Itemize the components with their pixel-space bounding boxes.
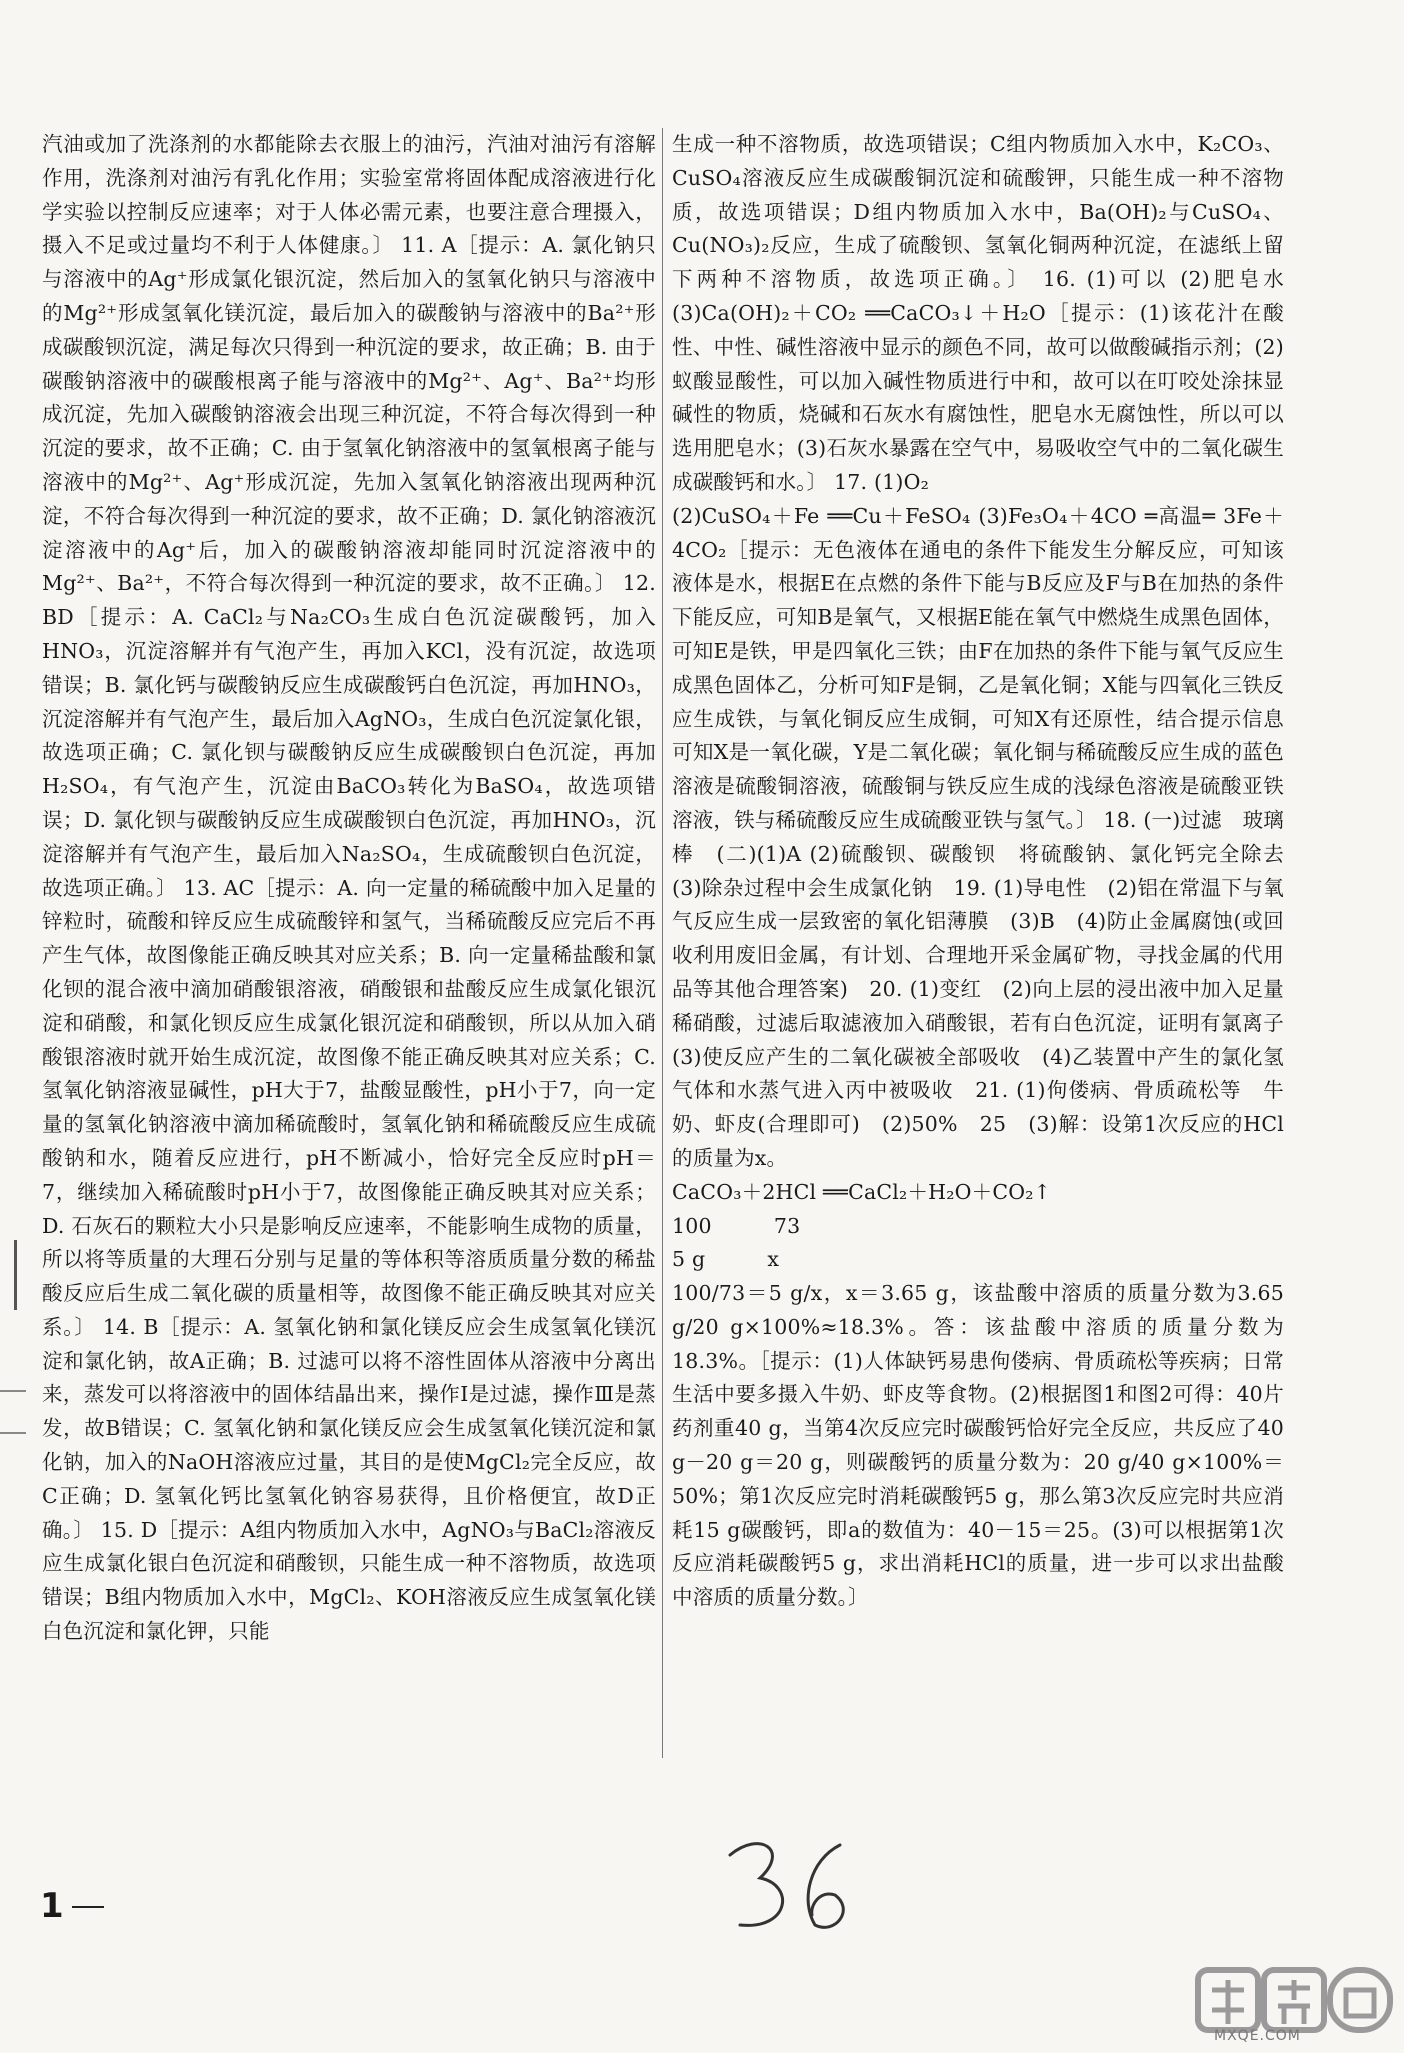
right-paragraph-3: 100/73＝5 g/x，x＝3.65 g，该盐酸中溶质的质量分数为3.65 g/20 g×100%≈18.3%。答：该盐酸中溶质的质量分数为18.3%。［提示：(1)人体缺钙易患佝偻病、骨质疏松等疾病；日常生活中要多摄入牛奶、虾皮等食物。(2)根据图1和图2可得：40片药剂重40 g，当第4次反应完时碳酸钙恰好完全反应，共反应了40 g－20 g＝20 g，则碳酸钙的质量分数为：20 g/40 g×100%＝50%；第1次反应完时消耗碳酸钙5 g，那么第3次反应完时共应消耗15 g碳酸钙，即a的数值为：40－15＝25。(3)可以根据第1次反应消耗碳酸钙5 g，求出消耗HCl的质量，进一步可以求出盐酸中溶质的质量分数。〕 [672, 1281, 1284, 1610]
page-number: 1 [40, 1886, 64, 1926]
ratio-line-2: 5 g x [672, 1247, 780, 1272]
equation-line: CaCO₃＋2HCl ══CaCl₂＋H₂O＋CO₂↑ [672, 1179, 1052, 1204]
column-divider [662, 128, 663, 1758]
binding-margin-mark [14, 1240, 17, 1310]
left-paragraph-1: 汽油或加了洗涤剂的水都能除去衣服上的油污，汽油对油污有溶解作用，洗涤剂对油污有乳化作用；实验室常将固体配成溶液进行化学实验以控制反应速率；对于人体必需元素，也要注意合理摄入，摄入不足或过量均不利于人体健康。〕 11. A［提示：A. 氯化钠只与溶液中的Ag⁺形成氯化银沉淀，然后加入的氢氧化钠只与溶液中的Mg²⁺形成氢氧化镁沉淀，最后加入的碳酸钠与溶液中的Ba²⁺形成碳酸钡沉淀，满足每次只得到一种沉淀的要求，故正确；B. 由于碳酸钠溶液中的碳酸根离子能与溶液中的Mg²⁺、Ag⁺、Ba²⁺均形成沉淀，先加入碳酸钠溶液会出现三种沉淀，不符合每次得到一种沉淀的要求，故不正确；C. 由于氢氧化钠溶液中的氢氧根离子能与溶液中的Mg²⁺、Ag⁺形成沉淀，先加入氢氧化钠溶液出现两种沉淀，不符合每次得到一种沉淀的要求，故不正确；D. 氯化钠溶液沉淀溶液中的Ag⁺后，加入的碳酸钠溶液却能同时沉淀溶液中的Mg²⁺、Ba²⁺，不符合每次得到一种沉淀的要求，故不正确。〕 12. BD［提示：A. CaCl₂与Na₂CO₃生成白色沉淀碳酸钙，加入HNO₃，沉淀溶解并有气泡产生，再加入KCl，没有沉淀，故选项错误；B. 氯化钙与碳酸钠反应生成碳酸钙白色沉淀，再加HNO₃，沉淀溶解并有气泡产生，最后加入AgNO₃，生成白色沉淀氯化银，故选项正确；C. 氯化钡与碳酸钠反应生成碳酸钡白色沉淀，再加H₂SO₄，有气泡产生，沉淀由BaCO₃转化为BaSO₄，故选项错误；D. 氯化钡与碳酸钠反应生成碳酸钡白色沉淀，再加HNO₃，沉淀溶解并有气泡产生，最后加入Na₂SO₄，生成硫酸钡白色沉淀，故选项正确。〕 13. AC［提示：A. 向一定量的稀硫酸中加入足量的锌粒时，硫酸和锌反应生成硫酸锌和氢气，当稀硫酸反应完后不再产生气体，故图像能正确反映其对应关系；B. 向一定量稀盐酸和氯化钡的混合液中滴加硝酸银溶液，硝酸银和盐酸反应生成氯化银沉淀和硝酸，和氯化钡反应生成氯化银沉淀和硝酸钡，所以从加入硝酸银溶液时就开始生成沉淀，故图像不能正确反映其对应关系；C. 氢氧化钠溶液显碱性，pH大于7，盐酸显酸性，pH小于7，向一定量的氢氧化钠溶液中滴加稀硫酸时，氢氧化钠和稀硫酸反应生成硫酸钠和水，随着反应进行，pH不断减小，恰好完全反应时pH＝7，继续加入稀硫酸时pH小于7，故图像能正确反映其对应关系；D. 石灰石的颗粒大小只是影响反应速率，不能影响生成物的质量，所以将等质量的大理石分别与足量的等体积等溶质质量分数的稀盐酸反应后生成二氧化碳的质量相等，故图像不能正确反映其对应关系。〕 14. B［提示：A. 氢氧化钠和氯化镁反应会生成氢氧化镁沉淀和氯化钠，故A正确；B. 过滤可以将不溶性固体从溶液中分离出来，蒸发可以将溶液中的固体结晶出来，操作Ⅰ是过滤，操作Ⅲ是蒸发，故B错误；C. 氢氧化钠和氯化镁反应会生成氢氧化镁沉淀和氯化钠，加入的NaOH溶液应过量，其目的是使MgCl₂完全反应，故C正确；D. 氢氧化钙比氢氧化钠容易获得，且价格便宜，故D正确。〕 15. D［提示：A组内物质加入水中，AgNO₃与BaCl₂溶液反应生成氯化银白色沉淀和硝酸钡，只能生成一种不溶物质，故选项错误；B组内物质加入水中，MgCl₂、KOH溶液反应生成氢氧化镁白色沉淀和氯化钾，只能 [42, 132, 656, 1644]
watermark-url: MXQE.COM [1214, 2028, 1301, 2044]
page-number-dash [72, 1906, 104, 1908]
right-column [672, 128, 1305, 1615]
handwritten-note [720, 1830, 870, 1940]
ratio-line-1: 100 73 [672, 1213, 801, 1238]
right-paragraph-2: (2)CuSO₄＋Fe ══Cu＋FeSO₄ (3)Fe₃O₄＋4CO ═高温═ 3Fe＋4CO₂［提示：无色液体在通电的条件下能发生分解反应，可知该液体是水，根据E在点燃的条件下能与B反应及F与B在加热的条件下能反应，可知B是氧气，又根据E能在氧气中燃烧生成黑色固体，可知E是铁，甲是四氧化三铁；由F在加热的条件下能与氧气反应生成黑色固体乙，分析可知F是铜，乙是氧化铜；X能与四氧化三铁反应生成铁，与氧化铜反应生成铜，可知X有还原性，结合提示信息可知X是一氧化碳，Y是二氧化碳；氧化铜与稀硫酸反应生成的蓝色溶液是硫酸铜溶液，硫酸铜与铁反应生成的浅绿色溶液是硫酸亚铁溶液，铁与稀硫酸反应生成硫酸亚铁与氢气。〕 18. (一)过滤 玻璃棒 (二)(1)A (2)硫酸钡、碳酸钡 将硫酸钠、氯化钙完全除去 (3)除杂过程中会生成氯化钠 19. (1)导电性 (2)铝在常温下与氧气反应生成一层致密的氧化铝薄膜 (3)B (4)防止金属腐蚀(或回收利用废旧金属，有计划、合理地开采金属矿物，寻找金属的代用品等其他合理答案) 20. (1)变红 (2)向上层的浸出液中加入足量稀硝酸，过滤后取滤液加入硝酸银，若有白色沉淀，证明有氯离子 (3)使反应产生的二氧化碳被全部吸收 (4)乙装置中产生的氯化氢气体和水蒸气进入丙中被吸收 21. (1)佝偻病、骨质疏松等 牛奶、虾皮(合理即可) (2)50% 25 (3)解：设第1次反应的HCl的质量为x。 [672, 503, 1305, 1170]
binding-margin-bracket [0, 1390, 26, 1434]
left-column [42, 128, 656, 1649]
right-paragraph-1: 生成一种不溶物质，故选项错误；C组内物质加入水中，K₂CO₃、CuSO₄溶液反应生成碳酸铜沉淀和硫酸钾，只能生成一种不溶物质，故选项错误；D组内物质加入水中，Ba(OH)₂与CuSO₄、Cu(NO₃)₂反应，生成了硫酸钡、氢氧化铜两种沉淀，在滤纸上留下两种不溶物质，故选项正确。〕 16. (1)可以 (2)肥皂水 (3)Ca(OH)₂＋CO₂ ══CaCO₃↓＋H₂O［提示：(1)该花汁在酸性、中性、碱性溶液中显示的颜色不同，故可以做酸碱指示剂；(2)蚁酸显酸性，可以加入碱性物质进行中和，故可以在叮咬处涂抹显碱性的物质，烧碱和石灰水有腐蚀性，肥皂水无腐蚀性，所以可以选用肥皂水；(3)石灰水暴露在空气中，易吸收空气中的二氧化碳生成碳酸钙和水。〕 17. (1)O₂ [672, 132, 1284, 494]
